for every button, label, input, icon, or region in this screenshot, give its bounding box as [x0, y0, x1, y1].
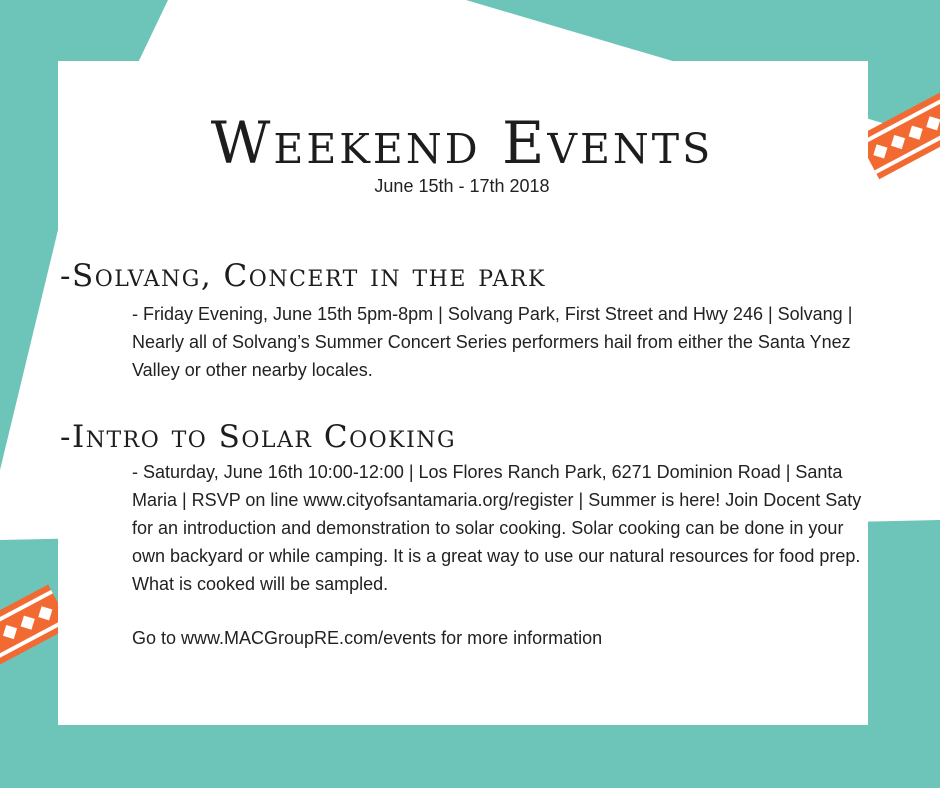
- event-heading-solar-cooking: -Intro to Solar Cooking: [60, 419, 457, 455]
- event-dates: June 15th - 17th 2018: [374, 176, 550, 196]
- event-details-solar-cooking: - Saturday, June 16th 10:00-12:00 | Los Flores Ranch Park, 6271 Dominion Road | Santa Maria | RSVP on line www.cityofsantamaria.org/register | Summer is here! Join Docent Saty for an introduction and demonstration to solar cooking. Solar cooking can be done in your own backyard or while camping. It is a great way to use our natural resources for food prep. What is cooked will be sampled.: [132, 462, 862, 594]
- page-title: Weekend Events: [210, 109, 714, 177]
- event-details-solvang: - Friday Evening, June 15th 5pm-8pm | Solvang Park, First Street and Hwy 246 | Solvang | Nearly all of Solvang’s Summer Concert Series performers hail from either the Santa Ynez Valley or other nearby locales.: [132, 304, 853, 380]
- event-heading-solvang: -Solvang, Concert in the park: [60, 258, 546, 294]
- more-info-link[interactable]: Go to www.MACGroupRE.com/events for more information: [132, 628, 603, 648]
